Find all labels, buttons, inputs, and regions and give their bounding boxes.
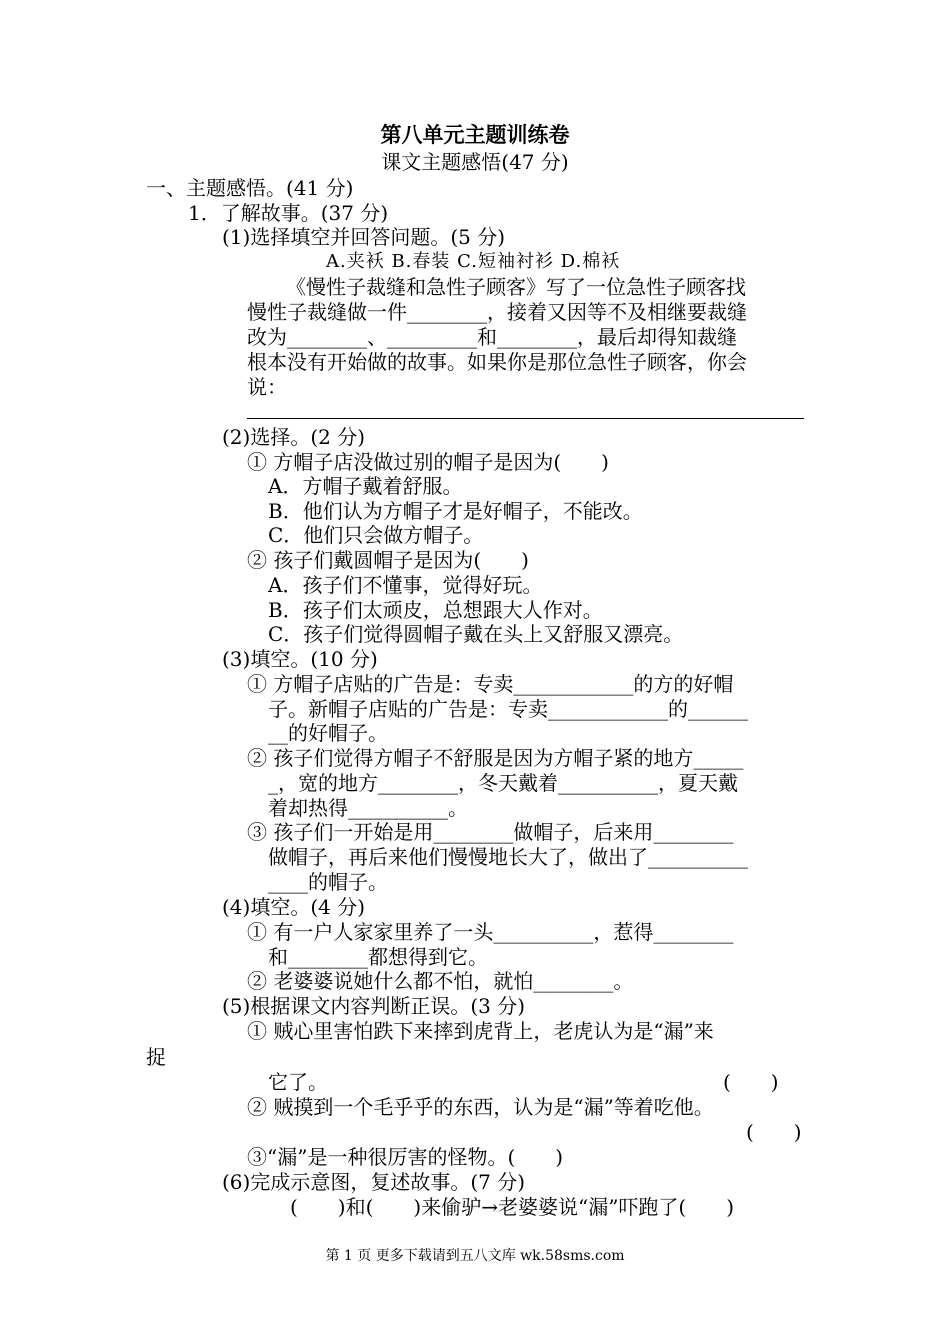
- choice-option: B．孩子们太顽皮，总想跟大人作对。: [268, 598, 603, 622]
- judgement-statement: 捉: [146, 1045, 166, 1069]
- fill-blank-line: ① 方帽子店贴的广告是：专卖____________的方的好帽: [247, 672, 734, 696]
- passage-line: 根本没有开始做的故事。如果你是那位急性子顾客，你会: [247, 350, 747, 374]
- part-heading: (2)选择。(2 分): [222, 425, 366, 449]
- answer-line[interactable]: [247, 418, 804, 419]
- section-heading: 一、主题感悟。(41 分): [146, 176, 354, 200]
- judgement-statement: ③“漏”是一种很厉害的怪物。( ): [247, 1145, 564, 1169]
- fill-blank-line: ③ 孩子们一开始是用________做帽子，后来用________: [247, 820, 734, 844]
- fill-blank-line: 着却热得__________。: [268, 796, 468, 820]
- fill-blank-line: ____的帽子。: [268, 870, 388, 894]
- passage-line: 慢性子裁缝做一件________，接着又因等不及相继要裁缝: [247, 300, 747, 324]
- answer-bracket[interactable]: ( ): [723, 1070, 779, 1094]
- passage-line: 改为________、_________和________，最后却得知裁缝: [247, 325, 737, 349]
- choice-option: C．孩子们觉得圆帽子戴在头上又舒服又漂亮。: [268, 622, 684, 646]
- question-heading: 1．了解故事。(37 分): [188, 201, 389, 225]
- page-subtitle: 课文主题感悟(47 分): [381, 150, 569, 174]
- judgement-statement: ① 贼心里害怕跌下来摔到虎背上，老虎认为是“漏”来: [247, 1019, 714, 1043]
- page-footer: 第 1 页 更多下载请到五八文库 wk.58sms.com: [325, 1248, 625, 1264]
- part-heading: (4)填空。(4 分): [222, 895, 366, 919]
- fill-blank-line: ① 有一户人家家里养了一头__________，惹得________: [247, 920, 734, 944]
- answer-bracket[interactable]: ( ): [746, 1120, 802, 1144]
- judgement-statement: 它了。: [268, 1070, 328, 1094]
- part-heading: (6)完成示意图，复述故事。(7 分): [222, 1170, 526, 1194]
- fill-blank-line: 做帽子，再后来他们慢慢地长大了，做出了__________: [268, 845, 748, 869]
- choice-question: ① 方帽子店没做过别的帽子是因为( ): [247, 450, 609, 474]
- part-heading: (5)根据课文内容判断正误。(3 分): [222, 994, 526, 1018]
- part-heading: (1)选择填空并回答问题。(5 分): [222, 225, 506, 249]
- fill-blank-line: ② 老婆婆说她什么都不怕，就怕________。: [247, 969, 634, 993]
- part-heading: (3)填空。(10 分): [222, 647, 378, 671]
- passage-line: 《慢性子裁缝和急性子顾客》写了一位急性子顾客找: [286, 275, 746, 299]
- choice-option: A．方帽子戴着舒服。: [268, 474, 463, 498]
- answer-options: A.夹袄 B.春装 C.短袖衬衫 D.棉袄: [326, 251, 621, 272]
- judgement-statement: ② 贼摸到一个毛乎乎的东西，认为是“漏”等着吃他。: [247, 1095, 714, 1119]
- fill-blank-line: _，宽的地方________，冬天戴着__________，夏天戴: [268, 771, 738, 795]
- choice-question: ② 孩子们戴圆帽子是因为( ): [247, 548, 529, 572]
- page-title: 第八单元主题训练卷: [380, 122, 570, 147]
- choice-option: B．他们认为方帽子才是好帽子，不能改。: [268, 499, 643, 523]
- choice-option: C．他们只会做方帽子。: [268, 523, 484, 547]
- fill-blank-line: ② 孩子们觉得方帽子不舒服是因为方帽子紧的地方_____: [247, 746, 744, 770]
- fill-blank-line: __的好帽子。: [268, 721, 388, 745]
- fill-blank-line: 和________都想得到它。: [268, 945, 488, 969]
- story-diagram: ( )和( )来偷驴→老婆婆说“漏”吓跑了( ): [290, 1195, 735, 1219]
- choice-option: A．孩子们不懂事，觉得好玩。: [268, 573, 543, 597]
- passage-line: 说：: [247, 375, 287, 399]
- fill-blank-line: 子。新帽子店贴的广告是：专卖____________的______: [268, 697, 748, 721]
